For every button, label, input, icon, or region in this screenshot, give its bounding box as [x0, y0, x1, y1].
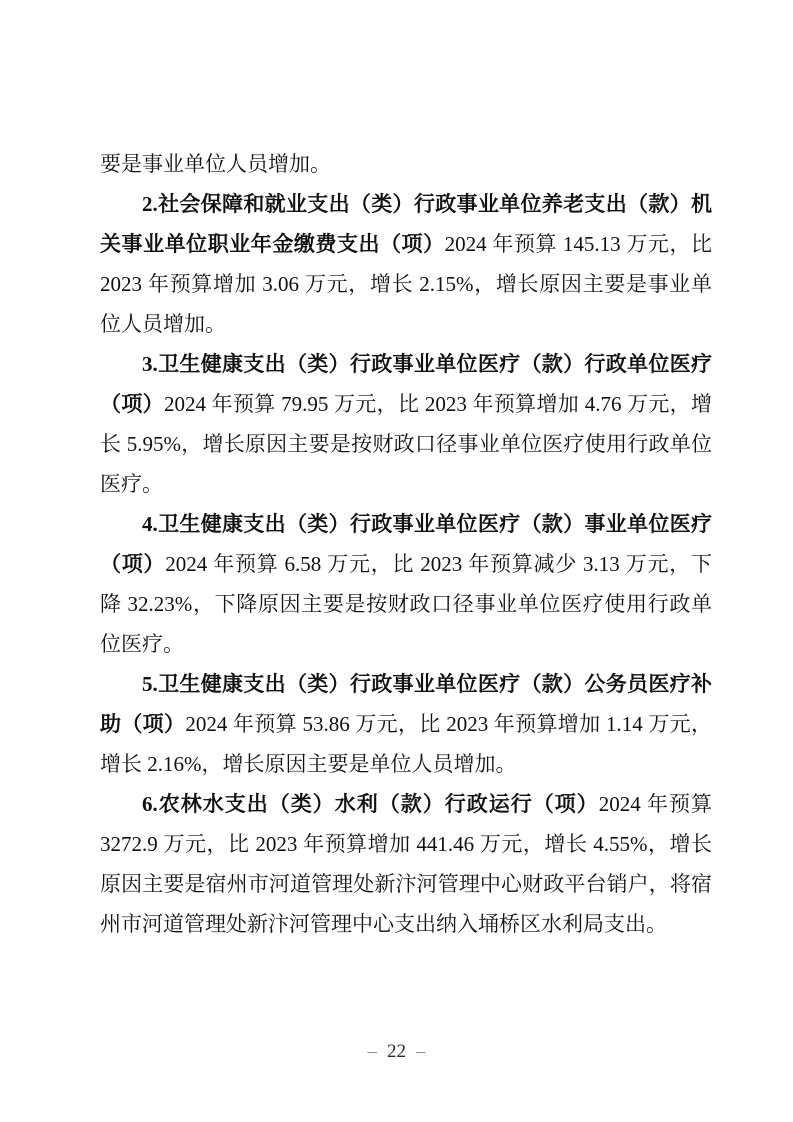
- paragraph-text: 2024 年预算 145.13 万元，比 2023 年预算增加 3.06 万元，增长 2.15%，增长原因主要是事业单位人员增加。: [100, 232, 713, 336]
- paragraph-heading: 5.卫生健康支出（类）行政事业单位医疗（款）公务员医疗补助（项）: [100, 672, 712, 736]
- paragraph-item-6: [100, 784, 712, 944]
- paragraph-item-2: [100, 184, 712, 344]
- page-number-value: 22: [387, 1041, 406, 1062]
- paragraph-continuation: [100, 144, 712, 184]
- paragraph-item-5: [100, 664, 712, 784]
- paragraph-text: 要是事业单位人员增加。: [100, 152, 331, 176]
- paragraph-text: 2024 年预算 6.58 万元，比 2023 年预算减少 3.13 万元，下降 32.23%，下降原因主要是按财政口径事业单位医疗使用行政单位医疗。: [100, 552, 712, 656]
- paragraph-text: 2024 年预算 3272.9 万元，比 2023 年预算增加 441.46 万元，增长 4.55%，增长原因主要是宿州市河道管理处新汴河管理中心财政平台销户，将宿州市河道管理处新汴河管理中心支出纳入埇桥区水利局支出。: [100, 792, 712, 936]
- paragraph-item-4: [100, 504, 712, 664]
- paragraph-heading: 3.卫生健康支出（类）行政事业单位医疗（款）行政单位医疗（项）: [100, 352, 712, 416]
- paragraph-heading: 4.卫生健康支出（类）行政事业单位医疗（款）事业单位医疗（项）: [100, 512, 712, 576]
- page-number: [0, 1036, 793, 1068]
- paragraph-text: 2024 年预算 53.86 万元，比 2023 年预算增加 1.14 万元，增长 2.16%，增长原因主要是单位人员增加。: [100, 712, 713, 776]
- paragraph-item-3: [100, 344, 712, 504]
- paragraph-heading: 6.农林水支出（类）水利（款）行政运行（项）: [142, 792, 599, 816]
- paragraph-heading: 2.社会保障和就业支出（类）行政事业单位养老支出（款）机关事业单位职业年金缴费支出（项）: [100, 192, 712, 256]
- document-body: [100, 144, 712, 944]
- page-number-dash-right: –: [416, 1041, 426, 1062]
- page-number-dash-left: –: [367, 1041, 377, 1062]
- paragraph-text: 2024 年预算 79.95 万元，比 2023 年预算增加 4.76 万元，增长 5.95%，增长原因主要是按财政口径事业单位医疗使用行政单位医疗。: [100, 392, 713, 496]
